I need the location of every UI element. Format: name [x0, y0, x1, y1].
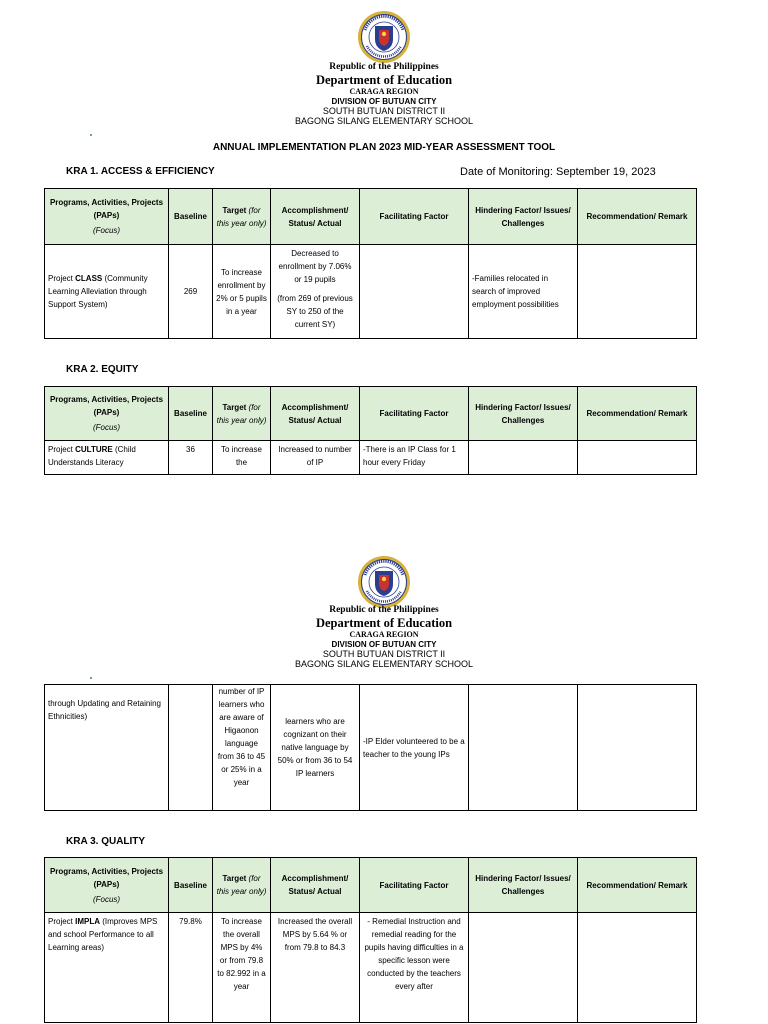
cell-recommendation: [578, 685, 697, 811]
cell-accomplishment: Increased the overall MPS by 5.64 % or from 79.8 to 84.3: [271, 913, 360, 1023]
header-accomplishment: Accomplishment/ Status/ Actual: [271, 387, 360, 441]
header-accomplishment: Accomplishment/ Status/ Actual: [271, 858, 360, 913]
header-baseline: Baseline: [169, 858, 213, 913]
cell-recommendation: [578, 913, 697, 1023]
header-district: SOUTH BUTUAN DISTRICT II: [322, 649, 446, 659]
cell-baseline: [169, 685, 213, 811]
header-region: CARAGA REGION: [349, 87, 419, 96]
header-accomplishment: Accomplishment/ Status/ Actual: [271, 189, 360, 245]
kra1-table: [44, 188, 697, 339]
cell-facilitating: - Remedial Instruction and remedial reading for the pupils having difficulties in a specific lesson were conducted by the teachers every after: [360, 913, 469, 1023]
deped-seal-icon: [357, 10, 411, 64]
cell-accomplishment: learners who are cognizant on their native language by 50% or from 36 to 54 IP learners: [271, 685, 360, 811]
kra3-table: [44, 857, 697, 1023]
cell-recommendation: [578, 245, 697, 339]
cell-pap: Project CLASS (Community Learning Alleviation through Support System): [45, 245, 169, 339]
header-hindering: Hindering Factor/ Issues/ Challenges: [469, 858, 578, 913]
header-paps: Programs, Activities, Projects (PAPs) (Focus): [45, 189, 169, 245]
monitoring-label: Date of Monitoring:: [460, 166, 553, 178]
monitoring-date: [460, 166, 656, 178]
green-dot-mark: [90, 677, 92, 679]
cell-target: To increase enrollment by 2% or 5 pupils in a year: [213, 245, 271, 339]
header-facilitating: Facilitating Factor: [360, 858, 469, 913]
cell-baseline: 269: [169, 245, 213, 339]
header-district: SOUTH BUTUAN DISTRICT II: [322, 106, 446, 116]
kra2-table-continued: [44, 684, 697, 811]
cell-target: To increase the overall MPS by 4% or from 79.8 to 82.992 in a year: [213, 913, 271, 1023]
header-baseline: Baseline: [169, 387, 213, 441]
cell-facilitating: -There is an IP Class for 1 hour every Friday: [360, 441, 469, 475]
kra1-heading: KRA 1. ACCESS & EFFICIENCY: [66, 166, 215, 177]
table-row: [45, 441, 697, 475]
cell-accomplishment: Decreased to enrollment by 7.06% or 19 pupils (from 269 of previous SY to 250 of the current SY): [271, 245, 360, 339]
header-paps: Programs, Activities, Projects (PAPs) (Focus): [45, 387, 169, 441]
header-focus: (Focus): [92, 894, 121, 904]
header-recommendation: Recommendation/ Remark: [578, 387, 697, 441]
header-focus: (Focus): [92, 226, 121, 235]
monitoring-value: September 19, 2023: [556, 166, 656, 178]
document-page-2: [0, 555, 768, 1024]
kra2-heading: KRA 2. EQUITY: [66, 364, 139, 375]
green-dot-mark: [90, 134, 92, 136]
header-target: Target (for this year only): [213, 189, 271, 245]
cell-recommendation: [578, 441, 697, 475]
table-header-row: [45, 858, 697, 913]
cell-accomplishment: Increased to number of IP: [271, 441, 360, 475]
kra3-heading: KRA 3. QUALITY: [66, 836, 146, 847]
header-republic: Republic of the Philippines: [329, 62, 439, 72]
header-school: BAGONG SILANG ELEMENTARY SCHOOL: [294, 116, 474, 126]
cell-hindering: [469, 441, 578, 475]
header-republic: Republic of the Philippines: [329, 605, 439, 615]
header-region: CARAGA REGION: [349, 630, 419, 639]
header-recommendation: Recommendation/ Remark: [578, 858, 697, 913]
table-header-row: [45, 387, 697, 441]
table-row: [45, 685, 697, 811]
cell-facilitating: -IP Elder volunteered to be a teacher to the young IPs: [360, 685, 469, 811]
header-school: BAGONG SILANG ELEMENTARY SCHOOL: [294, 659, 474, 669]
header-target: Target (for this year only): [213, 858, 271, 913]
header-department: Department of Education: [315, 73, 453, 87]
cell-hindering: [469, 685, 578, 811]
header-recommendation: Recommendation/ Remark: [578, 189, 697, 245]
document-title: ANNUAL IMPLEMENTATION PLAN 2023 MID-YEAR ASSESSMENT TOOL: [212, 142, 556, 153]
cell-pap: Project IMPLA (Improves MPS and school Performance to all Learning areas): [45, 913, 169, 1023]
header-hindering: Hindering Factor/ Issues/ Challenges: [469, 387, 578, 441]
table-row: [45, 245, 697, 339]
header-facilitating: Facilitating Factor: [360, 189, 469, 245]
cell-baseline: 36: [169, 441, 213, 475]
header-hindering: Hindering Factor/ Issues/ Challenges: [469, 189, 578, 245]
cell-pap: Project CULTURE (Child Understands Literacy: [45, 441, 169, 475]
header-focus: (Focus): [92, 423, 121, 432]
table-row: [45, 913, 697, 1023]
cell-facilitating: [360, 245, 469, 339]
header-baseline: Baseline: [169, 189, 213, 245]
header-division: DIVISION OF BUTUAN CITY: [331, 97, 437, 106]
header-division: DIVISION OF BUTUAN CITY: [331, 640, 437, 649]
cell-target: number of IP learners who are aware of Higaonon language from 36 to 45 or 25% in a year: [213, 685, 271, 811]
cell-baseline: 79.8%: [169, 913, 213, 1023]
header-facilitating: Facilitating Factor: [360, 387, 469, 441]
cell-pap: through Updating and Retaining Ethnicities): [45, 685, 169, 811]
header-target: Target (for this year only): [213, 387, 271, 441]
deped-seal-icon: [357, 555, 411, 609]
cell-target: To increase the: [213, 441, 271, 475]
cell-hindering: -Families relocated in search of improved employment possibilities: [469, 245, 578, 339]
kra2-table: [44, 386, 697, 475]
header-department: Department of Education: [315, 616, 453, 630]
table-header-row: [45, 189, 697, 245]
header-paps: Programs, Activities, Projects (PAPs) (Focus): [45, 858, 169, 913]
cell-hindering: [469, 913, 578, 1023]
